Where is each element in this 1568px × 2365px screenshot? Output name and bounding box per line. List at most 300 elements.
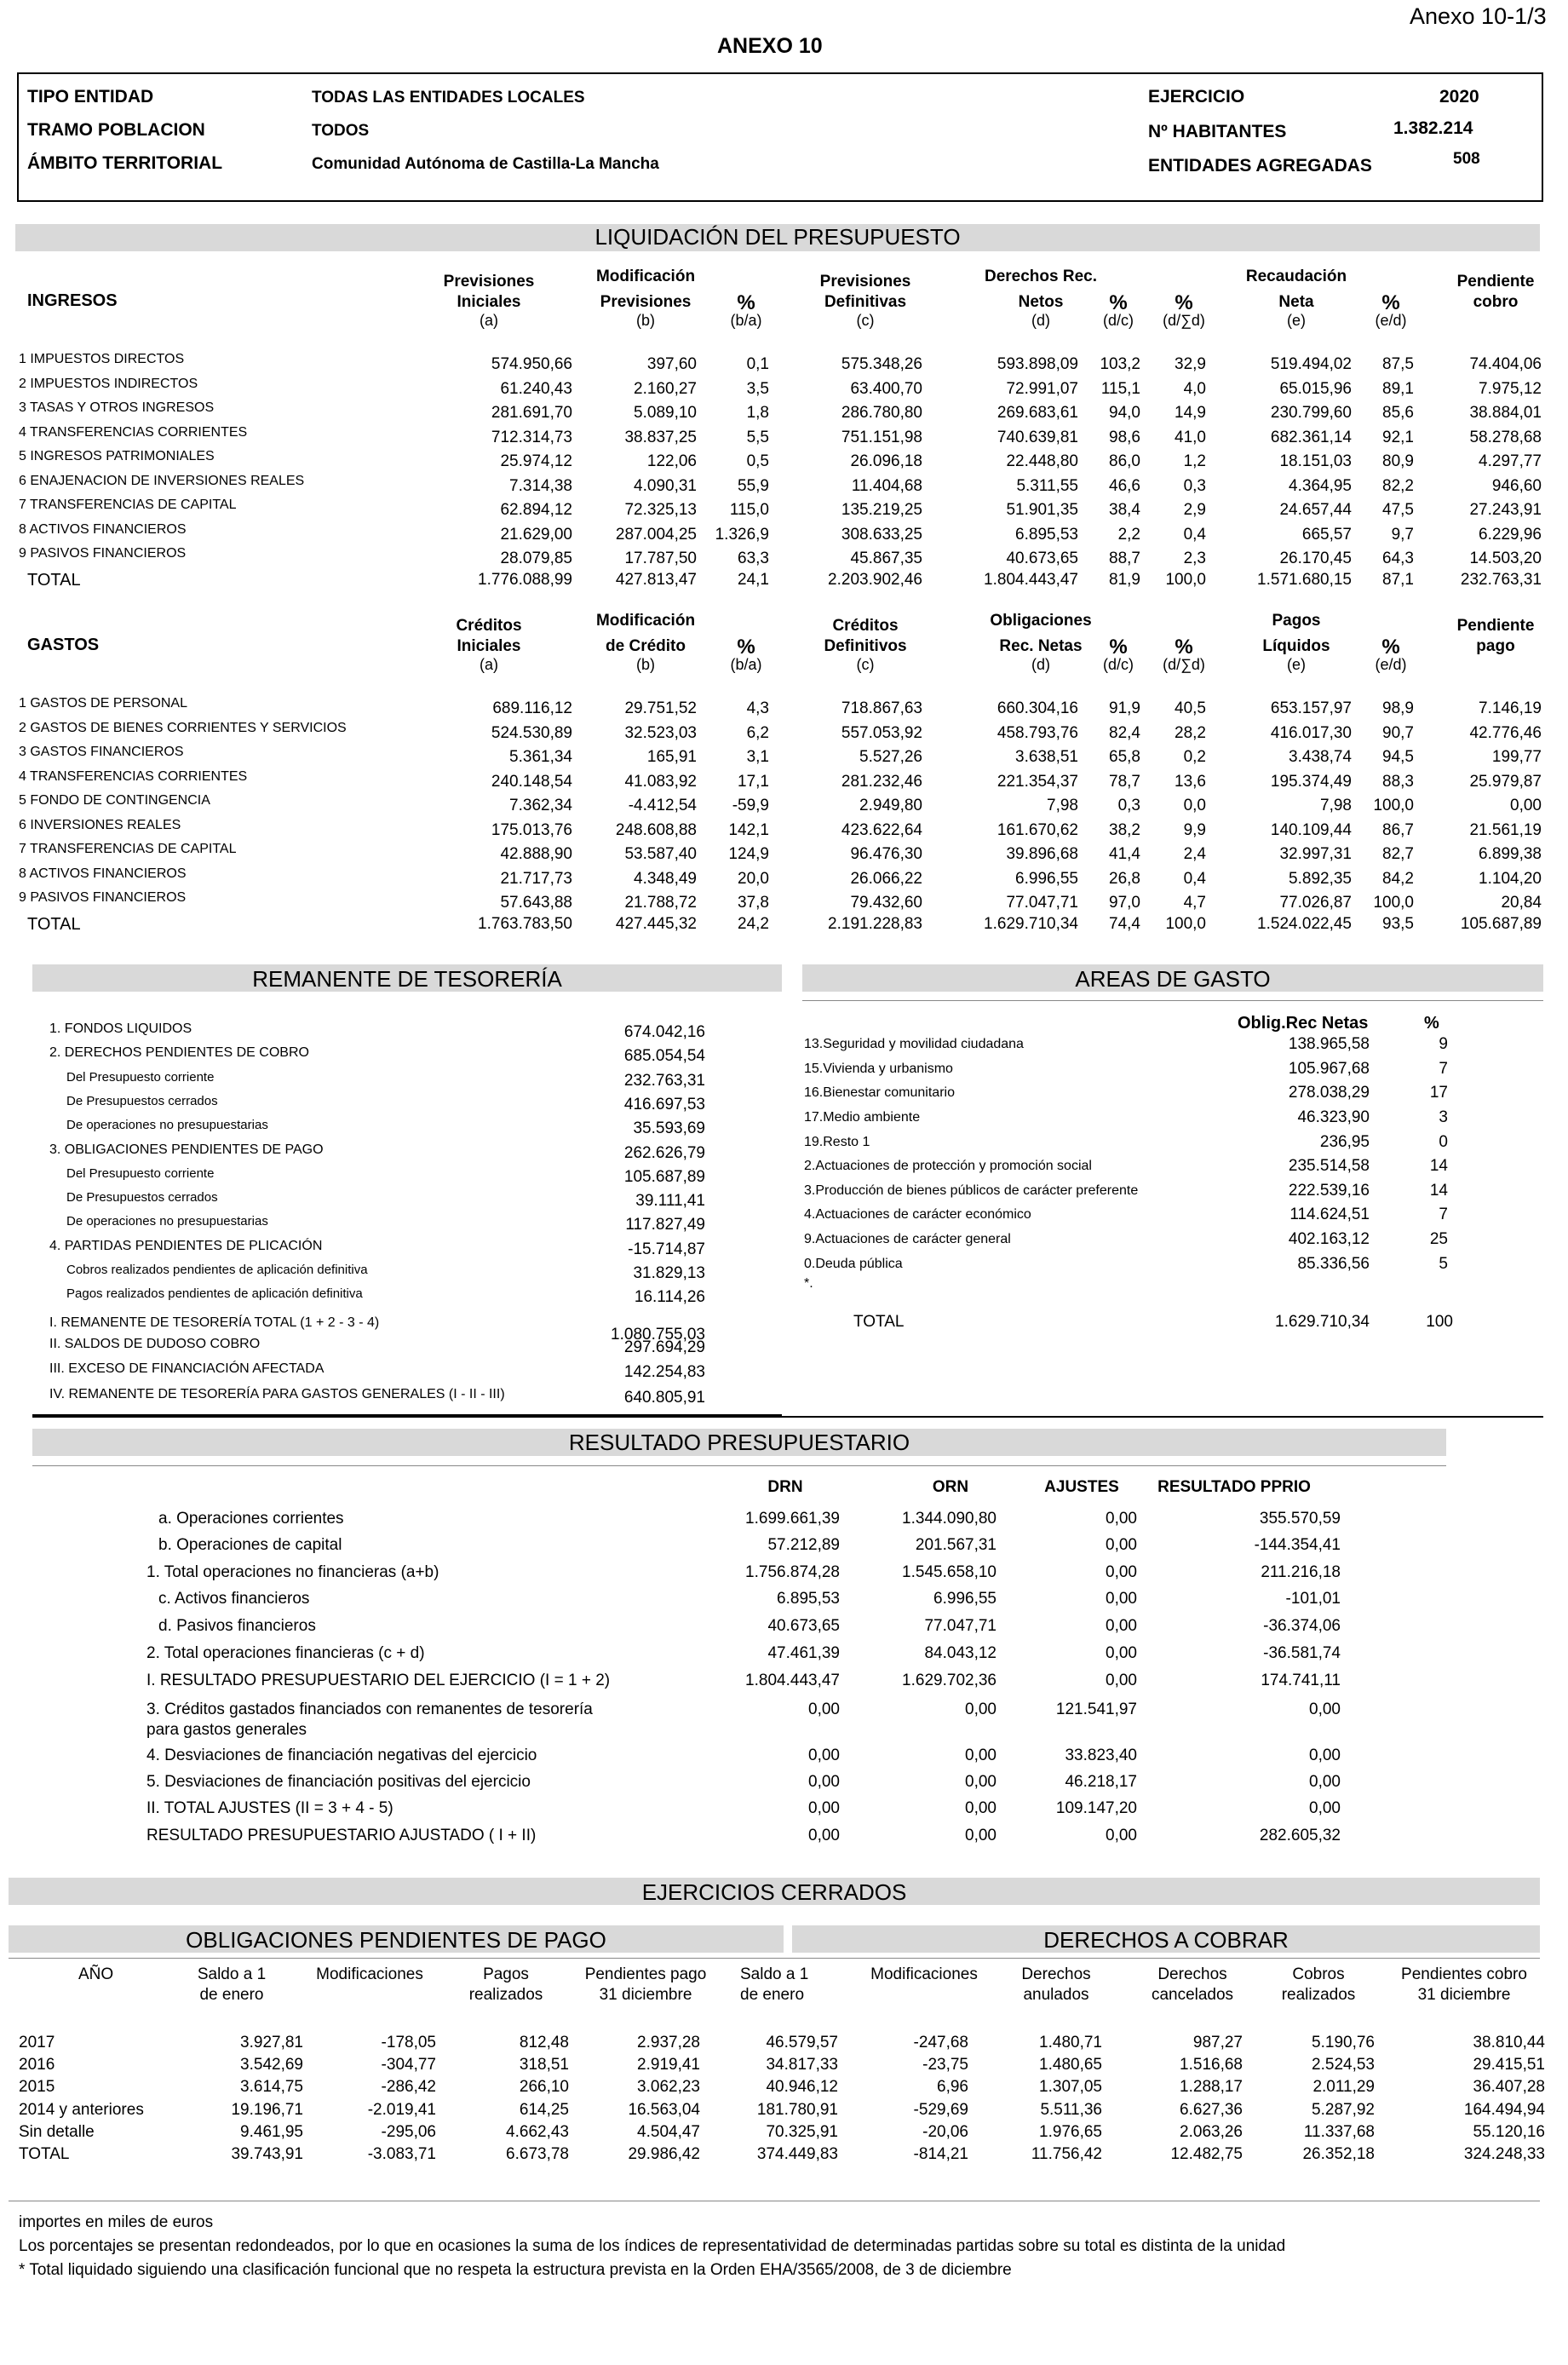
ingresos-row-cell-3: 751.151,98 [841, 429, 922, 446]
areas-col-value-header: Oblig.Rec Netas [1238, 1014, 1369, 1033]
gastos-header-4-2: (d) [1031, 656, 1050, 673]
remanente-row-value: 640.805,91 [623, 1389, 705, 1407]
ingresos-row-cell-6: 4,0 [1183, 380, 1206, 398]
gastos-row-cell-0: 175.013,76 [491, 821, 572, 839]
ingresos-row-cell-8: 89,1 [1382, 380, 1414, 398]
remanente-row-label: Del Presupuesto corriente [66, 1070, 215, 1085]
resultado-row-cell-1: 6.996,55 [933, 1590, 997, 1608]
gastos-header-7-1: Líquidos [1262, 637, 1330, 655]
ingresos-row-cell-5: 115,1 [1100, 380, 1140, 398]
gastos-row-cell-8: 90,7 [1382, 724, 1414, 742]
gastos-total-cell-9: 105.687,89 [1460, 915, 1542, 933]
gastos-row-label: 2 GASTOS DE BIENES CORRIENTES Y SERVICIOS [19, 721, 347, 735]
cerrados-row-cell-3: 4.504,47 [637, 2123, 700, 2141]
area-row-value: 235.514,58 [1288, 1157, 1370, 1175]
gastos-row-cell-9: 21.561,19 [1469, 821, 1542, 839]
cerrados-row-cell-0: 39.743,91 [231, 2145, 303, 2163]
cerrados-row-cell-4: 40.946,12 [766, 2078, 838, 2096]
gastos-row-cell-0: 524.530,89 [491, 724, 572, 742]
ingresos-header-9-0: Pendiente [1456, 273, 1535, 291]
cerrados-header-9-1: realizados [1281, 1986, 1356, 2004]
area-row-pct: 9 [1439, 1035, 1448, 1053]
cerrados-header-1-1: de enero [199, 1986, 264, 2004]
cerrados-row-cell-8: 26.352,18 [1302, 2145, 1375, 2163]
ingresos-row-label: 1 IMPUESTOS DIRECTOS [19, 352, 185, 366]
cerrados-row-cell-8: 2.011,29 [1312, 2078, 1375, 2096]
gastos-row-cell-4: 39.896,68 [1006, 845, 1078, 863]
area-row-value: 222.539,16 [1288, 1182, 1370, 1200]
resultado-row-cell-2: 46.218,17 [1065, 1773, 1137, 1791]
gastos-row-cell-8: 100,0 [1373, 894, 1414, 912]
footer-note-rounding: Los porcentajes se presentan redondeados, por lo que en ocasiones la suma de los índices de representatividad de determinadas partidas sobre su total es distinta de la unidad [19, 2237, 1286, 2255]
remanente-row-label: De operaciones no presupuestarias [66, 1118, 268, 1132]
gastos-row-cell-6: 28,2 [1175, 724, 1206, 742]
gastos-row-cell-2: 3,1 [746, 748, 769, 766]
ingresos-row-cell-3: 286.780,80 [841, 404, 922, 422]
remanente-row-value: 105.687,89 [623, 1168, 705, 1186]
gastos-row-cell-1: 32.523,03 [624, 724, 697, 742]
cerrados-row-cell-7: 1.516,68 [1180, 2056, 1243, 2074]
ingresos-header-3-0: Previsiones [819, 273, 911, 291]
remanente-row-label: De Presupuestos cerrados [66, 1094, 218, 1108]
ingresos-row-cell-9: 946,60 [1491, 477, 1542, 495]
ingresos-row-cell-4: 740.639,81 [997, 429, 1078, 446]
area-row-label: 2.Actuaciones de protección y promoción social [804, 1159, 1092, 1173]
ingresos-row-cell-6: 14,9 [1175, 404, 1206, 422]
area-row-pct: 7 [1439, 1206, 1448, 1223]
gastos-header-0-1: Iniciales [457, 637, 521, 655]
ingresos-row-cell-7: 682.361,14 [1270, 429, 1352, 446]
area-row-label: 3.Producción de bienes públicos de carácter preferente [804, 1183, 1139, 1198]
gastos-row-cell-3: 96.476,30 [850, 845, 922, 863]
ingresos-row-cell-0: 25.974,12 [500, 452, 572, 470]
habitantes-label: Nº HABITANTES [1148, 122, 1287, 141]
ingresos-total-label: TOTAL [27, 571, 81, 590]
cerrados-row-cell-6: 5.511,36 [1040, 2101, 1102, 2119]
ingresos-row-cell-2: 3,5 [746, 380, 769, 398]
cerrados-row-cell-4: 46.579,57 [766, 2034, 838, 2051]
remanente-row-label: De operaciones no presupuestarias [66, 1214, 268, 1229]
area-row-label: 13.Seguridad y movilidad ciudadana [804, 1037, 1024, 1051]
area-row-value: 138.965,58 [1288, 1035, 1370, 1053]
ingresos-total-cell-2: 24,1 [738, 571, 769, 589]
resultado-row-cell-0: 0,00 [808, 1827, 840, 1844]
ingresos-row-cell-0: 61.240,43 [500, 380, 572, 398]
resultado-header-rule [32, 1465, 1446, 1466]
gastos-row-cell-2: 142,1 [728, 821, 769, 839]
cerrados-row-cell-4: 34.817,33 [766, 2056, 838, 2074]
cerrados-row-cell-2: 318,51 [519, 2056, 569, 2074]
cerrados-row-cell-8: 5.190,76 [1312, 2034, 1375, 2051]
cerrados-row-cell-0: 3.614,75 [240, 2078, 303, 2096]
ejercicio-value: 2020 [1439, 87, 1479, 106]
remanente-row-label: Cobros realizados pendientes de aplicación definitiva [66, 1263, 368, 1277]
cerrados-row-year: 2015 [19, 2078, 55, 2096]
gastos-header-1-1: de Crédito [606, 637, 686, 655]
liquidacion-title: LIQUIDACIÓN DEL PRESUPUESTO [594, 224, 961, 250]
gastos-total-cell-6: 100,0 [1165, 915, 1206, 933]
area-row-value: 46.323,90 [1297, 1108, 1370, 1126]
gastos-row-cell-2: -59,9 [732, 797, 769, 814]
resultado-row-cell-3: -144.354,41 [1254, 1536, 1341, 1554]
resultado-row-label: a. Operaciones corrientes [158, 1510, 344, 1528]
resultado-row-cell-3: 355.570,59 [1259, 1510, 1341, 1528]
resultado-row-cell-2: 0,00 [1106, 1590, 1137, 1608]
cerrados-header-10-1: 31 diciembre [1417, 1986, 1511, 2004]
resultado-row-cell-0: 0,00 [808, 1773, 840, 1791]
ingresos-header-0-0: Previsiones [443, 273, 535, 291]
gastos-row-cell-5: 38,2 [1109, 821, 1140, 839]
ingresos-header-6-2: (d/∑d) [1163, 312, 1205, 329]
gastos-row-cell-8: 100,0 [1373, 797, 1414, 814]
gastos-row-cell-8: 82,7 [1382, 845, 1414, 863]
cerrados-row-cell-6: 1.480,65 [1039, 2056, 1102, 2074]
cerrados-row-cell-6: 1.976,65 [1039, 2123, 1102, 2141]
ingresos-row-cell-2: 0,1 [746, 355, 769, 373]
gastos-row-cell-2: 37,8 [738, 894, 769, 912]
ingresos-header-0-2: (a) [480, 312, 498, 329]
ingresos-row-cell-6: 2,3 [1183, 550, 1206, 567]
resultado-row-cell-2: 0,00 [1106, 1644, 1137, 1662]
gastos-header-7-0: Pagos [1272, 612, 1321, 630]
gastos-row-cell-1: 21.788,72 [624, 894, 697, 912]
ingresos-total-cell-9: 232.763,31 [1460, 571, 1542, 589]
resultado-row-cell-0: 57.212,89 [767, 1536, 840, 1554]
remanente-row-value: 35.593,69 [633, 1119, 705, 1137]
cerrados-row-cell-0: 19.196,71 [231, 2101, 303, 2119]
gastos-row-cell-0: 21.717,73 [500, 870, 572, 888]
cerrados-row-cell-1: -286,42 [381, 2078, 436, 2096]
resultado-row-cell-2: 33.823,40 [1065, 1746, 1137, 1764]
remanente-row-value: 685.054,54 [623, 1047, 705, 1065]
resultado-row-cell-1: 0,00 [965, 1773, 997, 1791]
habitantes-value: 1.382.214 [1393, 118, 1473, 138]
gastos-header-3-1: Definitivos [824, 637, 907, 655]
cerrados-row-cell-7: 987,27 [1192, 2034, 1243, 2051]
gastos-row-cell-6: 0,2 [1183, 748, 1206, 766]
ingresos-header-5-0: % [1109, 291, 1128, 314]
gastos-row-cell-5: 91,9 [1109, 699, 1140, 717]
ingresos-header-1-0: Modificación [595, 268, 696, 285]
gastos-header-6-0: % [1175, 636, 1193, 659]
entidades-agregadas-value: 508 [1453, 150, 1480, 168]
gastos-row-cell-9: 7.146,19 [1479, 699, 1542, 717]
gastos-row-label: 5 FONDO DE CONTINGENCIA [19, 793, 210, 808]
gastos-row-cell-0: 240.148,54 [491, 773, 572, 791]
cerrados-row-cell-9: 38.810,44 [1473, 2034, 1545, 2051]
resultado-row-cell-1: 0,00 [965, 1746, 997, 1764]
cerrados-row-cell-7: 12.482,75 [1170, 2145, 1243, 2163]
gastos-row-cell-4: 221.354,37 [997, 773, 1078, 791]
resultado-row-label: 1. Total operaciones no financieras (a+b) [146, 1563, 439, 1581]
resultado-row-cell-3: -101,01 [1285, 1590, 1341, 1608]
resultado-row-cell-1: 1.545.658,10 [902, 1563, 997, 1581]
cerrados-row-cell-9: 36.407,28 [1473, 2078, 1545, 2096]
ingresos-header-6-0: % [1175, 291, 1193, 314]
area-row-value: 114.624,51 [1289, 1206, 1370, 1223]
gastos-header-1-0: Modificación [595, 612, 696, 630]
area-row-label: 15.Vivienda y urbanismo [804, 1062, 953, 1076]
resultado-row-cell-1: 201.567,31 [915, 1536, 997, 1554]
gastos-row-cell-0: 689.116,12 [492, 699, 572, 717]
ingresos-row-cell-9: 6.229,96 [1479, 526, 1542, 544]
gastos-row-cell-8: 84,2 [1382, 870, 1414, 888]
gastos-total-cell-2: 24,2 [738, 915, 769, 933]
ingresos-header-4-0: Derechos Rec. [984, 268, 1097, 285]
gastos-row-cell-7: 5.892,35 [1289, 870, 1352, 888]
remanente-row-value: 142.254,83 [623, 1363, 705, 1381]
resultado-title: RESULTADO PRESUPUESTARIO [568, 1430, 910, 1455]
gastos-header-2-2: (b/a) [730, 656, 762, 673]
ingresos-row-cell-9: 74.404,06 [1469, 355, 1542, 373]
resultado-row-cell-0: 0,00 [808, 1799, 840, 1817]
gastos-row-cell-5: 78,7 [1109, 773, 1140, 791]
gastos-row-cell-0: 5.361,34 [509, 748, 572, 766]
cerrados-row-cell-3: 2.937,28 [637, 2034, 700, 2051]
resultado-row-cell-0: 0,00 [808, 1746, 840, 1764]
gastos-row-cell-8: 98,9 [1382, 699, 1414, 717]
ingresos-total-cell-0: 1.776.088,99 [478, 571, 572, 589]
remanente-row-value: 31.829,13 [633, 1264, 705, 1282]
resultado-row-cell-1: 77.047,71 [924, 1617, 997, 1635]
ingresos-row-cell-5: 94,0 [1109, 404, 1140, 422]
cerrados-row-cell-8: 2.524,53 [1312, 2056, 1375, 2074]
ingresos-row-cell-3: 575.348,26 [841, 355, 922, 373]
resultado-row-cell-1: 0,00 [965, 1700, 997, 1718]
resultado-row-label: d. Pasivos financieros [158, 1617, 316, 1635]
ingresos-row-cell-0: 574.950,66 [491, 355, 572, 373]
ingresos-row-cell-6: 32,9 [1175, 355, 1206, 373]
ingresos-row-cell-7: 26.170,45 [1279, 550, 1352, 567]
cerrados-header-4-1: 31 diciembre [599, 1986, 692, 2004]
ingresos-row-cell-5: 2,2 [1117, 526, 1140, 544]
area-row-label: 4.Actuaciones de carácter económico [804, 1207, 1031, 1222]
ingresos-row-cell-6: 0,3 [1183, 477, 1206, 495]
gastos-row-cell-6: 0,4 [1183, 870, 1206, 888]
ingresos-row-cell-3: 11.404,68 [851, 477, 922, 495]
cerrados-row-cell-9: 55.120,16 [1473, 2123, 1545, 2141]
areas-total-value: 1.629.710,34 [1275, 1313, 1370, 1331]
resultado-row-cell-0: 1.756.874,28 [745, 1563, 840, 1581]
cerrados-header-5-0: Saldo a 1 [740, 1965, 809, 1983]
gastos-row-cell-1: 165,91 [646, 748, 697, 766]
cerrados-header-3-1: realizados [468, 1986, 543, 2004]
resultado-row-cell-1: 0,00 [965, 1827, 997, 1844]
areas-col-pct-header: % [1424, 1014, 1439, 1033]
resultado-row-cell-2: 0,00 [1106, 1536, 1137, 1554]
ingresos-header-2-0: % [737, 291, 755, 314]
resultado-row-label: c. Activos financieros [158, 1590, 310, 1608]
ingresos-row-cell-7: 665,57 [1301, 526, 1352, 544]
ingresos-row-cell-6: 1,2 [1183, 452, 1206, 470]
cerrados-header-7-1: anulados [1023, 1986, 1089, 2004]
cerrados-row-cell-3: 3.062,23 [637, 2078, 700, 2096]
ingresos-row-cell-4: 51.901,35 [1006, 501, 1078, 519]
resultado-row-cell-3: 0,00 [1309, 1700, 1341, 1718]
gastos-row-label: 1 GASTOS DE PERSONAL [19, 696, 187, 711]
ingresos-row-cell-7: 65.015,96 [1279, 380, 1352, 398]
ingresos-row-cell-5: 88,7 [1109, 550, 1140, 567]
remanente-row-value: 1.080.755,03 [611, 1326, 705, 1344]
gastos-section-label: GASTOS [27, 636, 100, 654]
gastos-row-cell-7: 653.157,97 [1270, 699, 1352, 717]
gastos-row-cell-0: 42.888,90 [500, 845, 572, 863]
gastos-row-cell-9: 20,84 [1501, 894, 1542, 912]
cerrados-row-cell-7: 2.063,26 [1180, 2123, 1243, 2141]
gastos-row-cell-9: 1.104,20 [1479, 870, 1542, 888]
ingresos-header-2-2: (b/a) [730, 312, 762, 329]
ingresos-row-cell-1: 397,60 [646, 355, 697, 373]
ingresos-row-cell-1: 17.787,50 [624, 550, 697, 567]
ingresos-header-3-1: Definitivas [824, 293, 907, 311]
ingresos-row-label: 5 INGRESOS PATRIMONIALES [19, 449, 215, 463]
cerrados-header-1-0: Saldo a 1 [197, 1965, 267, 1983]
ingresos-row-cell-7: 519.494,02 [1270, 355, 1352, 373]
gastos-row-cell-6: 2,4 [1183, 845, 1206, 863]
ingresos-total-cell-4: 1.804.443,47 [984, 571, 1078, 589]
ingresos-row-cell-0: 712.314,73 [491, 429, 572, 446]
ingresos-header-4-1: Netos [1018, 293, 1064, 311]
ingresos-row-cell-3: 26.096,18 [850, 452, 922, 470]
resultado-row-label: 3. Créditos gastados financiados con remanentes de tesorería [146, 1700, 593, 1718]
cerrados-row-cell-4: 181.780,91 [756, 2101, 838, 2119]
resultado-row-cell-3: 282.605,32 [1259, 1827, 1341, 1844]
remanente-row-value: -15.714,87 [628, 1240, 705, 1258]
cerrados-row-cell-2: 266,10 [519, 2078, 569, 2096]
resultado-header-0: DRN [767, 1478, 803, 1496]
ambito-territorial-label: ÁMBITO TERRITORIAL [27, 153, 223, 173]
ingresos-header-8-2: (e/d) [1375, 312, 1407, 329]
gastos-row-cell-3: 26.066,22 [850, 870, 922, 888]
remanente-row-label: 2. DERECHOS PENDIENTES DE COBRO [49, 1045, 309, 1060]
resultado-row-label-cont: para gastos generales [146, 1721, 307, 1739]
gastos-row-cell-0: 7.362,34 [509, 797, 572, 814]
gastos-row-label: 4 TRANSFERENCIAS CORRIENTES [19, 769, 248, 784]
areas-total-pct: 100 [1426, 1313, 1453, 1331]
ingresos-header-9-1: cobro [1473, 293, 1519, 311]
gastos-header-3-0: Créditos [832, 617, 899, 635]
ingresos-row-label: 8 ACTIVOS FINANCIEROS [19, 522, 187, 537]
cerrados-row-cell-3: 2.919,41 [637, 2056, 700, 2074]
gastos-row-cell-7: 195.374,49 [1270, 773, 1352, 791]
remanente-row-value: 117.827,49 [625, 1216, 705, 1234]
resultado-row-label: 2. Total operaciones financieras (c + d) [146, 1644, 425, 1662]
gastos-row-cell-6: 40,5 [1175, 699, 1206, 717]
cerrados-row-cell-1: -178,05 [381, 2034, 436, 2051]
gastos-row-cell-4: 161.670,62 [997, 821, 1078, 839]
gastos-total-cell-1: 427.445,32 [615, 915, 697, 933]
gastos-row-cell-7: 7,98 [1320, 797, 1352, 814]
cerrados-header-8-0: Derechos [1157, 1965, 1227, 1983]
ingresos-row-label: 9 PASIVOS FINANCIEROS [19, 546, 187, 561]
remanente-row-value: 16.114,26 [634, 1288, 705, 1306]
resultado-row-cell-1: 0,00 [965, 1799, 997, 1817]
remanente-row-label: III. EXCESO DE FINANCIACIÓN AFECTADA [49, 1361, 325, 1376]
ingresos-total-cell-8: 87,1 [1382, 571, 1414, 589]
resultado-row-label: 5. Desviaciones de financiación positivas del ejercicio [146, 1773, 531, 1791]
gastos-total-cell-3: 2.191.228,83 [828, 915, 922, 933]
ingresos-total-cell-6: 100,0 [1165, 571, 1206, 589]
gastos-row-label: 3 GASTOS FINANCIEROS [19, 745, 184, 759]
cerrados-row-cell-7: 1.288,17 [1180, 2078, 1243, 2096]
ingresos-row-cell-5: 38,4 [1109, 501, 1140, 519]
gastos-row-cell-1: 53.587,40 [624, 845, 697, 863]
area-row-pct: 14 [1429, 1157, 1448, 1175]
resultado-row-cell-1: 84.043,12 [924, 1644, 997, 1662]
cerrados-row-cell-9: 324.248,33 [1463, 2145, 1545, 2163]
area-row-value: 236,95 [1319, 1133, 1370, 1151]
ingresos-row-cell-1: 4.090,31 [634, 477, 697, 495]
gastos-row-cell-4: 660.304,16 [997, 699, 1078, 717]
gastos-total-cell-0: 1.763.783,50 [478, 915, 572, 933]
resultado-row-cell-3: -36.374,06 [1263, 1617, 1341, 1635]
resultado-row-label: 4. Desviaciones de financiación negativas del ejercicio [146, 1746, 537, 1764]
cerrados-row-year: 2017 [19, 2034, 55, 2051]
gastos-row-label: 7 TRANSFERENCIAS DE CAPITAL [19, 842, 237, 856]
cerrados-row-cell-6: 11.756,42 [1031, 2145, 1102, 2163]
cerrados-row-year: 2016 [19, 2056, 55, 2074]
cerrados-row-cell-8: 5.287,92 [1312, 2101, 1375, 2119]
cerrados-row-cell-7: 6.627,36 [1180, 2101, 1243, 2119]
gastos-header-0-2: (a) [480, 656, 498, 673]
ingresos-header-5-2: (d/c) [1103, 312, 1134, 329]
ingresos-row-cell-4: 593.898,09 [997, 355, 1078, 373]
ingresos-row-cell-5: 98,6 [1109, 429, 1140, 446]
remanente-row-label: II. SALDOS DE DUDOSO COBRO [49, 1337, 261, 1351]
ingresos-row-cell-2: 0,5 [746, 452, 769, 470]
ingresos-row-cell-2: 1.326,9 [715, 526, 769, 544]
tramo-poblacion-value: TODOS [312, 122, 370, 140]
footer-note-functional: * Total liquidado siguiendo una clasificación funcional que no respeta la estructura prevista en la Orden EHA/3565/2008, de 3 de diciembre [19, 2261, 1012, 2279]
cerrados-header-9-0: Cobros [1292, 1965, 1345, 1983]
gastos-row-cell-4: 6.996,55 [1015, 870, 1078, 888]
ingresos-row-cell-8: 82,2 [1382, 477, 1414, 495]
ingresos-row-cell-7: 4.364,95 [1289, 477, 1352, 495]
cerrados-header-8-1: cancelados [1151, 1986, 1234, 2004]
gastos-header-2-0: % [737, 636, 755, 659]
gastos-row-cell-3: 557.053,92 [841, 724, 922, 742]
cerrados-row-cell-0: 3.542,69 [240, 2056, 303, 2074]
gastos-row-cell-4: 77.047,71 [1006, 894, 1078, 912]
ingresos-header-7-2: (e) [1287, 312, 1306, 329]
cerrados-header-2-0: Modificaciones [316, 1965, 423, 1983]
gastos-total-cell-5: 74,4 [1109, 915, 1140, 933]
ingresos-row-cell-9: 7.975,12 [1479, 380, 1542, 398]
resultado-row-cell-3: 0,00 [1309, 1746, 1341, 1764]
gastos-row-cell-3: 5.527,26 [859, 748, 922, 766]
remanente-row-label: De Presupuestos cerrados [66, 1190, 218, 1205]
gastos-header-5-0: % [1109, 636, 1128, 659]
resultado-row-cell-3: -36.581,74 [1263, 1644, 1341, 1662]
ingresos-row-cell-1: 2.160,27 [634, 380, 697, 398]
resultado-row-cell-2: 121.541,97 [1055, 1700, 1137, 1718]
gastos-row-cell-7: 140.109,44 [1270, 821, 1352, 839]
ingresos-row-cell-0: 62.894,12 [500, 501, 572, 519]
gastos-row-cell-9: 25.979,87 [1469, 773, 1542, 791]
gastos-row-cell-1: 29.751,52 [624, 699, 697, 717]
gastos-row-cell-5: 82,4 [1109, 724, 1140, 742]
gastos-row-cell-5: 97,0 [1109, 894, 1140, 912]
gastos-row-cell-3: 718.867,63 [841, 699, 922, 717]
entity-header-box [17, 72, 1543, 202]
gastos-row-cell-2: 6,2 [746, 724, 769, 742]
cerrados-row-cell-9: 29.415,51 [1473, 2056, 1545, 2074]
gastos-row-label: 6 INVERSIONES REALES [19, 818, 181, 832]
resultado-row-cell-1: 1.344.090,80 [902, 1510, 997, 1528]
anexo-reference: Anexo 10-1/3 [1410, 3, 1547, 29]
gastos-header-4-1: Rec. Netas [999, 637, 1083, 655]
tramo-poblacion-label: TRAMO POBLACION [27, 120, 205, 140]
